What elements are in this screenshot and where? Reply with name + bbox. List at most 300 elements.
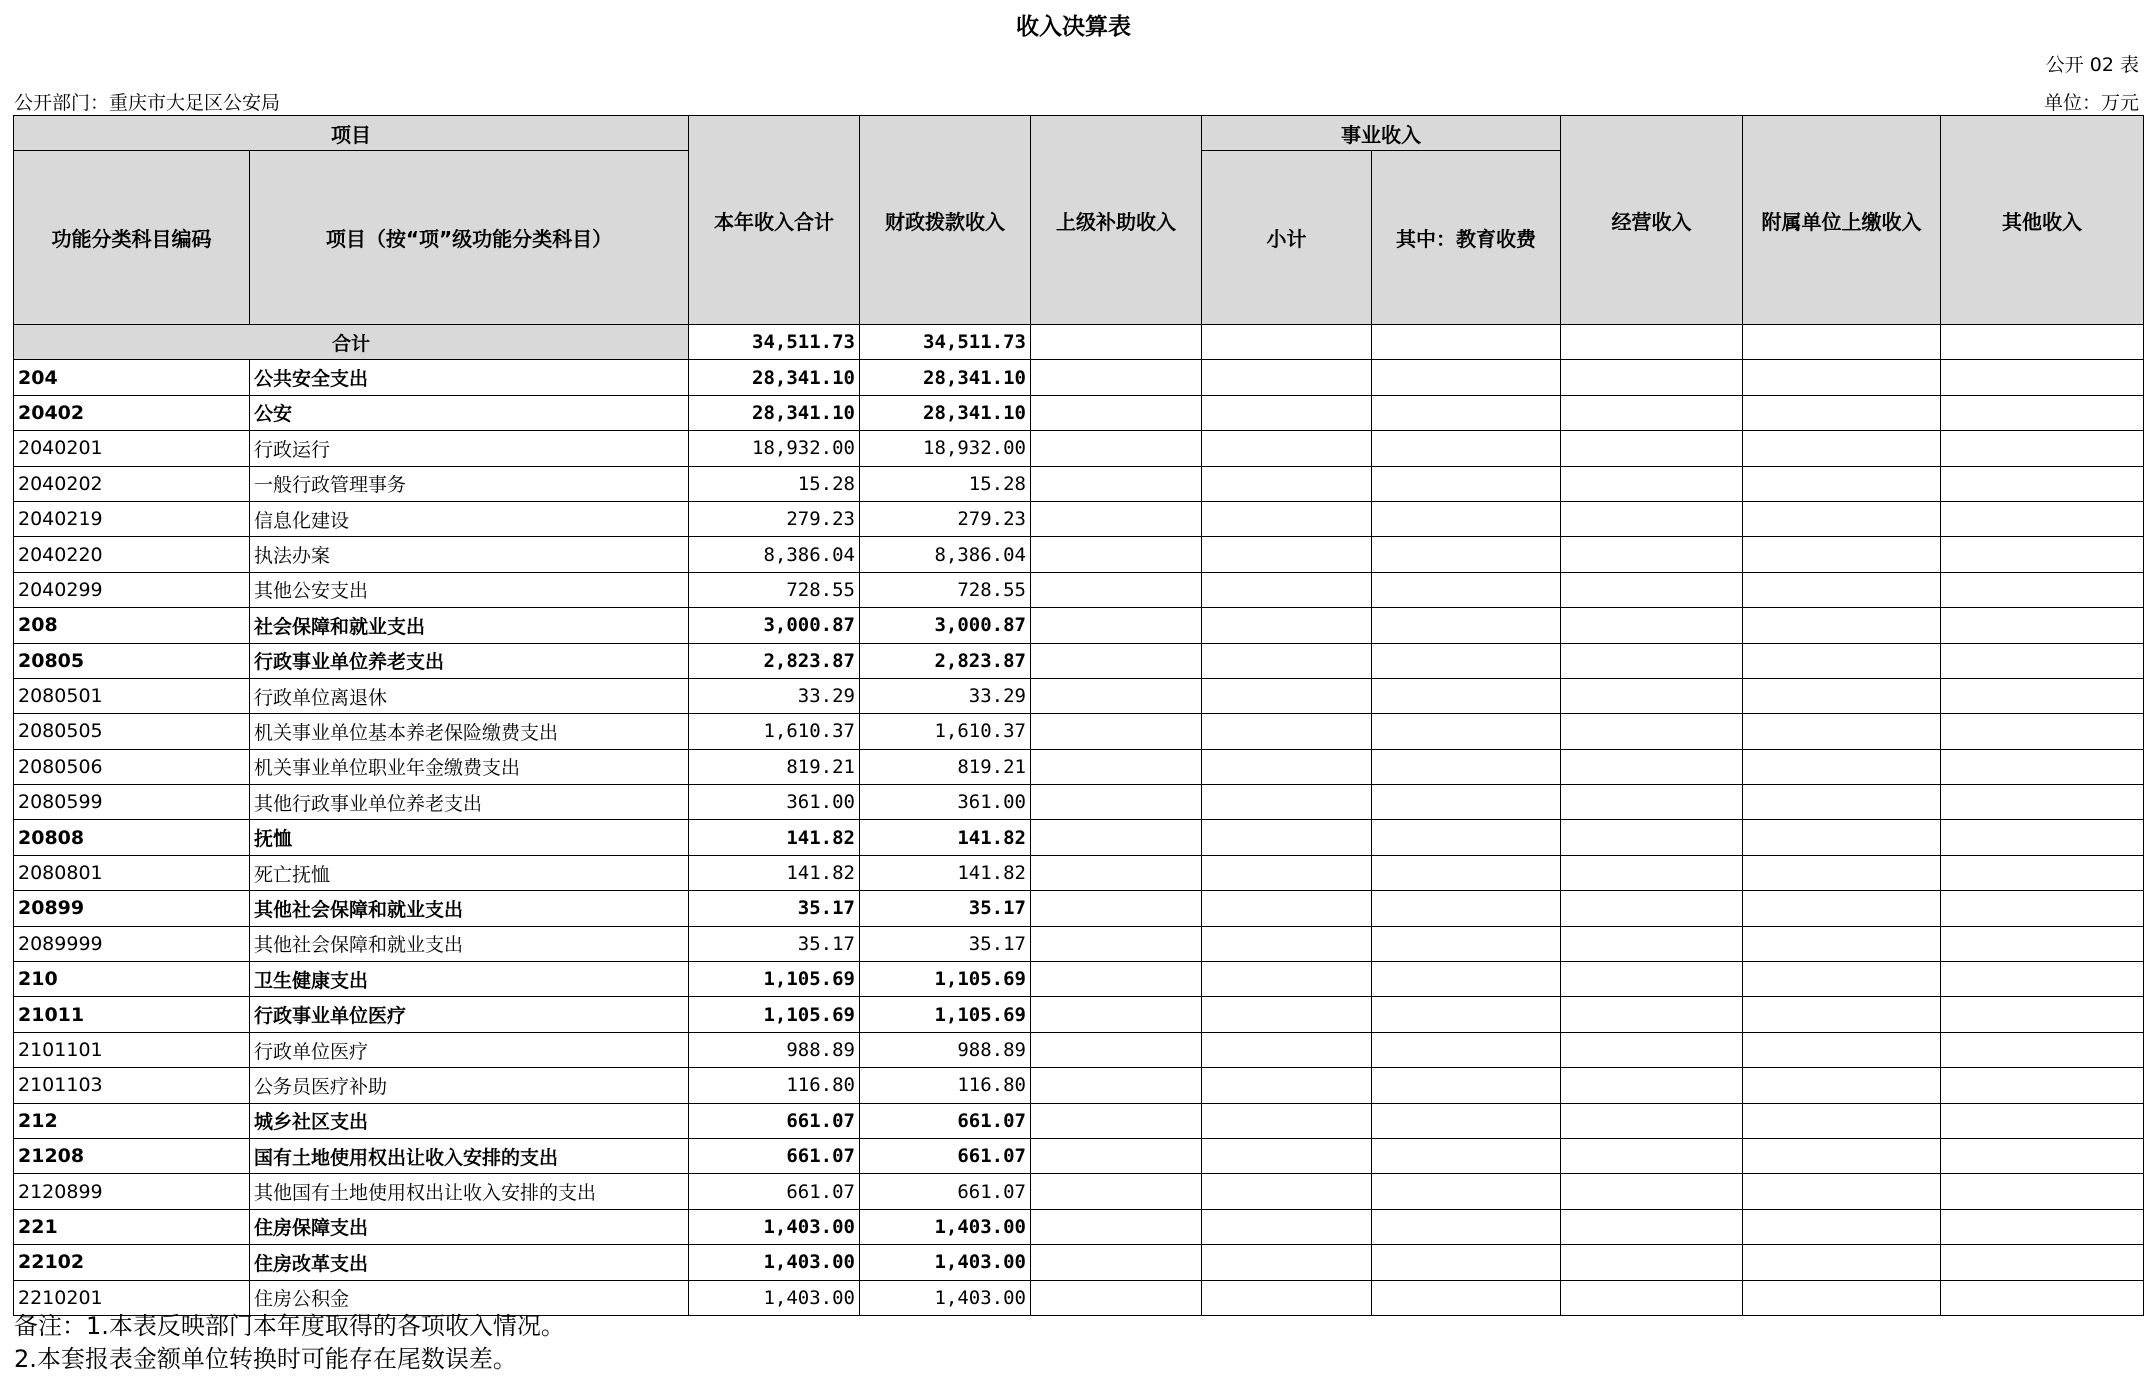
- row-education-fee: [1372, 820, 1561, 855]
- row-code: 2040219: [14, 501, 250, 536]
- row-code: 20402: [14, 395, 250, 430]
- row-name: 住房保障支出: [250, 1209, 689, 1244]
- row-other: [1941, 537, 2144, 572]
- row-operating: [1561, 1068, 1743, 1103]
- row-operating: [1561, 643, 1743, 678]
- row-fiscal: 8,386.04: [860, 537, 1031, 572]
- row-total-income: 279.23: [689, 501, 860, 536]
- row-code: 2040201: [14, 431, 250, 466]
- row-superior-subsidy: [1031, 820, 1202, 855]
- row-total-income: 2,823.87: [689, 643, 860, 678]
- row-operating: [1561, 1174, 1743, 1209]
- row-code: 20899: [14, 891, 250, 926]
- row-total-income: 28,341.10: [689, 360, 860, 395]
- row-affiliated: [1743, 997, 1941, 1032]
- row-fiscal: 728.55: [860, 572, 1031, 607]
- row-operating: [1561, 926, 1743, 961]
- row-affiliated: [1743, 572, 1941, 607]
- row-affiliated: [1743, 501, 1941, 536]
- row-fiscal: 279.23: [860, 501, 1031, 536]
- row-name: 住房改革支出: [250, 1245, 689, 1280]
- row-code: 21011: [14, 997, 250, 1032]
- row-affiliated: [1743, 431, 1941, 466]
- row-name: 信息化建设: [250, 501, 689, 536]
- row-superior-subsidy: [1031, 501, 1202, 536]
- row-operating: [1561, 395, 1743, 430]
- row-subtotal: [1202, 678, 1372, 713]
- row-code: 2101103: [14, 1068, 250, 1103]
- row-fiscal: 116.80: [860, 1068, 1031, 1103]
- row-fiscal: 1,403.00: [860, 1209, 1031, 1244]
- row-total-income: 1,105.69: [689, 962, 860, 997]
- row-operating: [1561, 360, 1743, 395]
- row-fiscal: 3,000.87: [860, 608, 1031, 643]
- row-fiscal: 361.00: [860, 785, 1031, 820]
- table-row: [14, 855, 2144, 890]
- table-row: [14, 572, 2144, 607]
- row-total-income: 35.17: [689, 891, 860, 926]
- header-other: 其他收入: [1941, 116, 2144, 325]
- row-total-income: 15.28: [689, 466, 860, 501]
- row-affiliated: [1743, 1068, 1941, 1103]
- row-other: [1941, 1032, 2144, 1067]
- table-row: [14, 820, 2144, 855]
- row-operating: [1561, 1032, 1743, 1067]
- row-operating: [1561, 855, 1743, 890]
- row-code: 2080506: [14, 749, 250, 784]
- row-total-income: 1,105.69: [689, 997, 860, 1032]
- row-education-fee: [1372, 431, 1561, 466]
- row-name: 城乡社区支出: [250, 1103, 689, 1138]
- total-income-value: 34,511.73: [689, 325, 860, 360]
- row-code: 20805: [14, 643, 250, 678]
- row-other: [1941, 962, 2144, 997]
- row-operating: [1561, 962, 1743, 997]
- row-education-fee: [1372, 501, 1561, 536]
- row-education-fee: [1372, 1209, 1561, 1244]
- row-superior-subsidy: [1031, 1174, 1202, 1209]
- row-fiscal: 35.17: [860, 891, 1031, 926]
- row-superior-subsidy: [1031, 855, 1202, 890]
- row-subtotal: [1202, 820, 1372, 855]
- row-operating: [1561, 749, 1743, 784]
- row-superior-subsidy: [1031, 785, 1202, 820]
- row-education-fee: [1372, 395, 1561, 430]
- row-total-income: 988.89: [689, 1032, 860, 1067]
- row-code: 2080599: [14, 785, 250, 820]
- row-code: 210: [14, 962, 250, 997]
- row-total-income: 116.80: [689, 1068, 860, 1103]
- row-subtotal: [1202, 1245, 1372, 1280]
- row-subtotal: [1202, 926, 1372, 961]
- row-name: 行政单位医疗: [250, 1032, 689, 1067]
- row-other: [1941, 1209, 2144, 1244]
- row-code: 2101101: [14, 1032, 250, 1067]
- table-row: [14, 501, 2144, 536]
- row-name: 行政事业单位医疗: [250, 997, 689, 1032]
- page-title: 收入决算表: [1016, 14, 1131, 40]
- row-education-fee: [1372, 1103, 1561, 1138]
- row-other: [1941, 501, 2144, 536]
- row-name: 社会保障和就业支出: [250, 608, 689, 643]
- row-superior-subsidy: [1031, 714, 1202, 749]
- row-education-fee: [1372, 572, 1561, 607]
- row-affiliated: [1743, 466, 1941, 501]
- row-superior-subsidy: [1031, 395, 1202, 430]
- row-total-income: 661.07: [689, 1174, 860, 1209]
- row-name: 卫生健康支出: [250, 962, 689, 997]
- row-other: [1941, 749, 2144, 784]
- row-total-income: 1,403.00: [689, 1209, 860, 1244]
- row-operating: [1561, 537, 1743, 572]
- row-affiliated: [1743, 785, 1941, 820]
- row-subtotal: [1202, 785, 1372, 820]
- row-subtotal: [1202, 501, 1372, 536]
- row-operating: [1561, 1245, 1743, 1280]
- total-row: [14, 325, 2144, 360]
- row-other: [1941, 1280, 2144, 1315]
- row-education-fee: [1372, 360, 1561, 395]
- row-other: [1941, 785, 2144, 820]
- row-affiliated: [1743, 1032, 1941, 1067]
- row-fiscal: 141.82: [860, 820, 1031, 855]
- row-total-income: 661.07: [689, 1138, 860, 1173]
- row-education-fee: [1372, 678, 1561, 713]
- table-row: [14, 785, 2144, 820]
- row-total-income: 141.82: [689, 855, 860, 890]
- row-code: 2120899: [14, 1174, 250, 1209]
- row-subtotal: [1202, 997, 1372, 1032]
- table-row: [14, 749, 2144, 784]
- table-row: [14, 1103, 2144, 1138]
- row-operating: [1561, 1103, 1743, 1138]
- row-affiliated: [1743, 1280, 1941, 1315]
- row-name: 国有土地使用权出让收入安排的支出: [250, 1138, 689, 1173]
- row-subtotal: [1202, 572, 1372, 607]
- row-other: [1941, 926, 2144, 961]
- row-other: [1941, 643, 2144, 678]
- notes: [14, 1310, 565, 1376]
- header-item-group: 项目: [14, 116, 689, 151]
- row-code: 221: [14, 1209, 250, 1244]
- row-education-fee: [1372, 1174, 1561, 1209]
- row-fiscal: 1,403.00: [860, 1280, 1031, 1315]
- table-row: [14, 926, 2144, 961]
- row-operating: [1561, 1209, 1743, 1244]
- row-affiliated: [1743, 714, 1941, 749]
- row-operating: [1561, 572, 1743, 607]
- row-education-fee: [1372, 537, 1561, 572]
- row-code: 2040299: [14, 572, 250, 607]
- row-education-fee: [1372, 962, 1561, 997]
- row-superior-subsidy: [1031, 431, 1202, 466]
- row-total-income: 361.00: [689, 785, 860, 820]
- row-subtotal: [1202, 1032, 1372, 1067]
- row-operating: [1561, 1280, 1743, 1315]
- row-education-fee: [1372, 749, 1561, 784]
- row-total-income: 1,403.00: [689, 1245, 860, 1280]
- row-name: 其他国有土地使用权出让收入安排的支出: [250, 1174, 689, 1209]
- row-subtotal: [1202, 1280, 1372, 1315]
- row-subtotal: [1202, 891, 1372, 926]
- table-row: [14, 537, 2144, 572]
- row-fiscal: 661.07: [860, 1174, 1031, 1209]
- row-superior-subsidy: [1031, 1209, 1202, 1244]
- row-name: 其他行政事业单位养老支出: [250, 785, 689, 820]
- row-total-income: 141.82: [689, 820, 860, 855]
- row-superior-subsidy: [1031, 643, 1202, 678]
- row-operating: [1561, 501, 1743, 536]
- row-other: [1941, 572, 2144, 607]
- row-fiscal: 35.17: [860, 926, 1031, 961]
- row-fiscal: 28,341.10: [860, 395, 1031, 430]
- total-fiscal-value: 34,511.73: [860, 325, 1031, 360]
- row-operating: [1561, 678, 1743, 713]
- income-table: [13, 115, 2144, 1316]
- row-other: [1941, 1174, 2144, 1209]
- row-total-income: 728.55: [689, 572, 860, 607]
- row-name: 公务员医疗补助: [250, 1068, 689, 1103]
- row-name: 其他社会保障和就业支出: [250, 891, 689, 926]
- row-total-income: 35.17: [689, 926, 860, 961]
- row-superior-subsidy: [1031, 749, 1202, 784]
- row-fiscal: 1,105.69: [860, 962, 1031, 997]
- unit-label: 单位：万元: [2043, 92, 2139, 114]
- row-code: 2089999: [14, 926, 250, 961]
- row-operating: [1561, 1138, 1743, 1173]
- row-superior-subsidy: [1031, 608, 1202, 643]
- row-superior-subsidy: [1031, 997, 1202, 1032]
- row-total-income: 33.29: [689, 678, 860, 713]
- row-education-fee: [1372, 1138, 1561, 1173]
- table-row: [14, 360, 2144, 395]
- row-fiscal: 1,105.69: [860, 997, 1031, 1032]
- row-subtotal: [1202, 608, 1372, 643]
- row-other: [1941, 360, 2144, 395]
- row-subtotal: [1202, 537, 1372, 572]
- row-affiliated: [1743, 820, 1941, 855]
- row-affiliated: [1743, 1138, 1941, 1173]
- row-other: [1941, 1068, 2144, 1103]
- row-affiliated: [1743, 643, 1941, 678]
- row-superior-subsidy: [1031, 1280, 1202, 1315]
- row-superior-subsidy: [1031, 1032, 1202, 1067]
- row-other: [1941, 608, 2144, 643]
- row-education-fee: [1372, 855, 1561, 890]
- row-affiliated: [1743, 891, 1941, 926]
- row-operating: [1561, 431, 1743, 466]
- row-other: [1941, 997, 2144, 1032]
- row-subtotal: [1202, 395, 1372, 430]
- row-name: 公共安全支出: [250, 360, 689, 395]
- row-operating: [1561, 608, 1743, 643]
- table-row: [14, 714, 2144, 749]
- table-row: [14, 891, 2144, 926]
- row-operating: [1561, 714, 1743, 749]
- row-name: 其他社会保障和就业支出: [250, 926, 689, 961]
- row-fiscal: 15.28: [860, 466, 1031, 501]
- row-subtotal: [1202, 466, 1372, 501]
- row-other: [1941, 1245, 2144, 1280]
- row-superior-subsidy: [1031, 926, 1202, 961]
- table-row: [14, 962, 2144, 997]
- header-superior-subsidy: 上级补助收入: [1031, 116, 1202, 325]
- row-total-income: 1,610.37: [689, 714, 860, 749]
- header-operating: 经营收入: [1561, 116, 1743, 325]
- sheet-number: 公开 02 表: [2045, 54, 2139, 76]
- row-education-fee: [1372, 926, 1561, 961]
- row-total-income: 18,932.00: [689, 431, 860, 466]
- row-superior-subsidy: [1031, 1068, 1202, 1103]
- row-other: [1941, 1103, 2144, 1138]
- table-row: [14, 431, 2144, 466]
- row-affiliated: [1743, 962, 1941, 997]
- row-affiliated: [1743, 1209, 1941, 1244]
- row-fiscal: 661.07: [860, 1138, 1031, 1173]
- row-fiscal: 988.89: [860, 1032, 1031, 1067]
- row-code: 20808: [14, 820, 250, 855]
- row-other: [1941, 395, 2144, 430]
- header-business-group: 事业收入: [1202, 116, 1561, 151]
- row-total-income: 28,341.10: [689, 395, 860, 430]
- row-fiscal: 661.07: [860, 1103, 1031, 1138]
- row-education-fee: [1372, 1245, 1561, 1280]
- row-name: 行政单位离退休: [250, 678, 689, 713]
- note-line: 2.本套报表金额单位转换时可能存在尾数误差。: [14, 1345, 517, 1373]
- table-row: [14, 1209, 2144, 1244]
- row-operating: [1561, 466, 1743, 501]
- header-subtotal: 小计: [1202, 151, 1372, 325]
- row-name: 行政事业单位养老支出: [250, 643, 689, 678]
- row-other: [1941, 820, 2144, 855]
- row-education-fee: [1372, 1280, 1561, 1315]
- row-name: 死亡抚恤: [250, 855, 689, 890]
- table-row: [14, 466, 2144, 501]
- row-code: 2040220: [14, 537, 250, 572]
- row-name: 住房公积金: [250, 1280, 689, 1315]
- row-affiliated: [1743, 395, 1941, 430]
- row-name: 一般行政管理事务: [250, 466, 689, 501]
- row-code: 21208: [14, 1138, 250, 1173]
- row-fiscal: 141.82: [860, 855, 1031, 890]
- table-row: [14, 1138, 2144, 1173]
- header-fiscal: 财政拨款收入: [860, 116, 1031, 325]
- row-superior-subsidy: [1031, 891, 1202, 926]
- row-education-fee: [1372, 608, 1561, 643]
- row-name: 执法办案: [250, 537, 689, 572]
- row-superior-subsidy: [1031, 962, 1202, 997]
- row-operating: [1561, 891, 1743, 926]
- row-superior-subsidy: [1031, 678, 1202, 713]
- row-subtotal: [1202, 749, 1372, 784]
- row-affiliated: [1743, 926, 1941, 961]
- row-code: 208: [14, 608, 250, 643]
- row-superior-subsidy: [1031, 572, 1202, 607]
- row-superior-subsidy: [1031, 466, 1202, 501]
- row-subtotal: [1202, 1174, 1372, 1209]
- row-education-fee: [1372, 997, 1561, 1032]
- header-total-income: 本年收入合计: [689, 116, 860, 325]
- row-affiliated: [1743, 749, 1941, 784]
- row-subtotal: [1202, 431, 1372, 466]
- row-other: [1941, 855, 2144, 890]
- row-affiliated: [1743, 360, 1941, 395]
- row-fiscal: 1,403.00: [860, 1245, 1031, 1280]
- row-other: [1941, 891, 2144, 926]
- header-name: 项目（按“项”级功能分类科目）: [250, 151, 689, 325]
- header-education-fee: 其中：教育收费: [1372, 151, 1561, 325]
- row-fiscal: 18,932.00: [860, 431, 1031, 466]
- row-total-income: 661.07: [689, 1103, 860, 1138]
- row-name: 行政运行: [250, 431, 689, 466]
- row-other: [1941, 431, 2144, 466]
- row-education-fee: [1372, 785, 1561, 820]
- total-label: 合计: [14, 325, 689, 360]
- table-row: [14, 1174, 2144, 1209]
- row-name: 其他公安支出: [250, 572, 689, 607]
- row-total-income: 3,000.87: [689, 608, 860, 643]
- row-subtotal: [1202, 1103, 1372, 1138]
- row-superior-subsidy: [1031, 1245, 1202, 1280]
- row-education-fee: [1372, 1032, 1561, 1067]
- row-subtotal: [1202, 1138, 1372, 1173]
- row-fiscal: 28,341.10: [860, 360, 1031, 395]
- row-superior-subsidy: [1031, 1138, 1202, 1173]
- row-code: 212: [14, 1103, 250, 1138]
- row-subtotal: [1202, 962, 1372, 997]
- header-affiliated: 附属单位上缴收入: [1743, 116, 1941, 325]
- header-code: 功能分类科目编码: [14, 151, 250, 325]
- row-name: 机关事业单位基本养老保险缴费支出: [250, 714, 689, 749]
- row-other: [1941, 1138, 2144, 1173]
- row-superior-subsidy: [1031, 1103, 1202, 1138]
- row-operating: [1561, 820, 1743, 855]
- row-code: 2080501: [14, 678, 250, 713]
- row-superior-subsidy: [1031, 360, 1202, 395]
- table-row: [14, 1032, 2144, 1067]
- row-subtotal: [1202, 855, 1372, 890]
- table-row: [14, 678, 2144, 713]
- row-total-income: 1,403.00: [689, 1280, 860, 1315]
- row-code: 2210201: [14, 1280, 250, 1315]
- row-affiliated: [1743, 537, 1941, 572]
- row-fiscal: 819.21: [860, 749, 1031, 784]
- row-fiscal: 1,610.37: [860, 714, 1031, 749]
- row-other: [1941, 714, 2144, 749]
- row-name: 抚恤: [250, 820, 689, 855]
- row-fiscal: 33.29: [860, 678, 1031, 713]
- table-row: [14, 1068, 2144, 1103]
- row-subtotal: [1202, 1209, 1372, 1244]
- row-operating: [1561, 785, 1743, 820]
- row-fiscal: 2,823.87: [860, 643, 1031, 678]
- row-total-income: 8,386.04: [689, 537, 860, 572]
- row-name: 机关事业单位职业年金缴费支出: [250, 749, 689, 784]
- row-name: 公安: [250, 395, 689, 430]
- row-affiliated: [1743, 1103, 1941, 1138]
- row-other: [1941, 466, 2144, 501]
- row-total-income: 819.21: [689, 749, 860, 784]
- row-subtotal: [1202, 643, 1372, 678]
- row-code: 2040202: [14, 466, 250, 501]
- row-code: 2080505: [14, 714, 250, 749]
- row-operating: [1561, 997, 1743, 1032]
- row-education-fee: [1372, 714, 1561, 749]
- table-row: [14, 643, 2144, 678]
- table-row: [14, 997, 2144, 1032]
- department-label: 公开部门：重庆市大足区公安局: [14, 92, 281, 114]
- table-row: [14, 1245, 2144, 1280]
